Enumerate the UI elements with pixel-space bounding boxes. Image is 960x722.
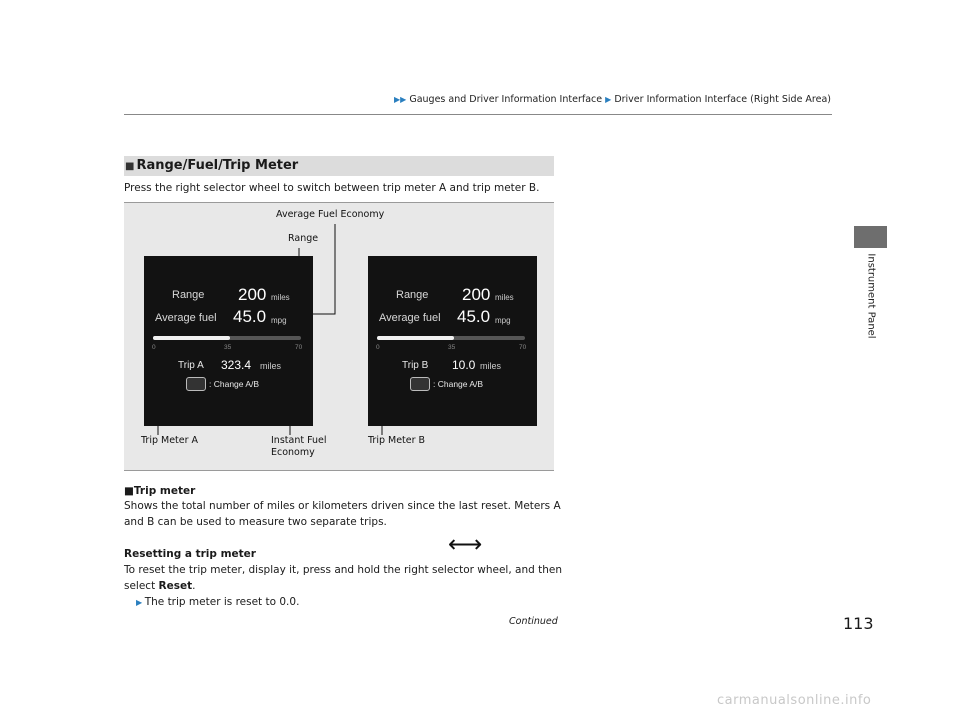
steering-button-icon (410, 377, 430, 391)
callout-range: Range (288, 233, 319, 244)
chapter-tab-label[interactable]: Instrument Panel (865, 253, 877, 339)
reset-heading: Resetting a trip meter (124, 548, 256, 560)
reset-keyword: Reset (158, 580, 193, 592)
range-unit: miles (495, 293, 514, 302)
trip-value: 323.4 (221, 358, 252, 372)
average-fuel-label: Average fuel (379, 312, 441, 324)
breadcrumb-arrow-icon: ▶▶ (394, 95, 407, 104)
instant-fuel-gauge-fill (377, 336, 454, 340)
change-label: : Change A/B (209, 379, 260, 389)
trip-meter-heading (124, 485, 195, 497)
scale-max: 70 (295, 344, 303, 351)
reset-result (136, 594, 299, 611)
trip-meter-text-line2: and B can be used to measure two separate trips. (124, 516, 387, 528)
average-fuel-label: Average fuel (155, 312, 217, 324)
range-value: 200 (238, 285, 267, 304)
instant-fuel-gauge (153, 336, 301, 340)
callout-instant-fuel-line2: Economy (271, 447, 315, 458)
average-fuel-value: 45.0 (233, 307, 267, 326)
instant-fuel-gauge (377, 336, 525, 340)
chapter-tab-marker (854, 226, 887, 248)
average-fuel-unit: mpg (495, 316, 511, 325)
trip-value: 10.0 (452, 358, 476, 372)
steering-button-icon (186, 377, 206, 391)
continued-label: Continued (509, 616, 558, 627)
range-label: Range (396, 289, 429, 301)
trip-label: Trip B (402, 360, 429, 371)
range-label: Range (172, 289, 205, 301)
section-marker-icon: ■ (125, 161, 135, 172)
watermark: carmanualsonline.info (717, 693, 872, 708)
range-unit: miles (271, 293, 290, 302)
result-arrow-icon: ▶ (136, 598, 145, 607)
reset-result-text: The trip meter is reset to 0.0. (144, 596, 300, 608)
range-value: 200 (462, 285, 491, 304)
reset-text-line1: To reset the trip meter, display it, press and hold the right selector wheel, and then (124, 564, 563, 576)
scale-min: 0 (152, 344, 156, 351)
reset-text-pre: select (124, 580, 159, 592)
breadcrumb (394, 94, 831, 105)
trip-unit: miles (480, 361, 502, 371)
trip-meter-heading-text: Trip meter (133, 485, 196, 497)
section-heading (124, 156, 554, 176)
callout-trip-meter-a: Trip Meter A (141, 435, 199, 446)
display-screen-a (144, 256, 313, 426)
callout-trip-meter-b: Trip Meter B (368, 435, 426, 446)
breadcrumb-separator-icon: ▶ (605, 95, 612, 104)
trip-unit: miles (260, 361, 282, 371)
average-fuel-unit: mpg (271, 316, 287, 325)
header-rule (124, 114, 832, 115)
instant-fuel-gauge-fill (153, 336, 230, 340)
change-label: : Change A/B (433, 379, 484, 389)
scale-mid: 35 (224, 344, 232, 351)
display-screen-b (368, 256, 537, 426)
trip-meter-marker-icon: ■ (124, 485, 134, 497)
scale-min: 0 (376, 344, 380, 351)
callout-instant-fuel-line1: Instant Fuel (271, 435, 327, 446)
section-title: Range/Fuel/Trip Meter (136, 158, 299, 173)
trip-meter-text-line1: Shows the total number of miles or kilometers driven since the last reset. Meters A (124, 500, 561, 512)
scale-mid: 35 (448, 344, 456, 351)
breadcrumb-part-2[interactable]: Driver Information Interface (Right Side Area) (614, 94, 832, 105)
average-fuel-value: 45.0 (457, 307, 491, 326)
reset-text-post: . (192, 580, 196, 592)
swap-arrow-icon: ⟷ (448, 530, 483, 558)
breadcrumb-part-1[interactable]: Gauges and Driver Information Interface (409, 94, 603, 105)
scale-max: 70 (519, 344, 527, 351)
reset-text-line2 (124, 578, 196, 594)
page-number: 113 (843, 614, 874, 633)
callout-average-fuel-economy: Average Fuel Economy (276, 209, 385, 220)
trip-label: Trip A (178, 360, 204, 371)
section-intro: Press the right selector wheel to switch between trip meter A and trip meter B. (124, 182, 540, 194)
